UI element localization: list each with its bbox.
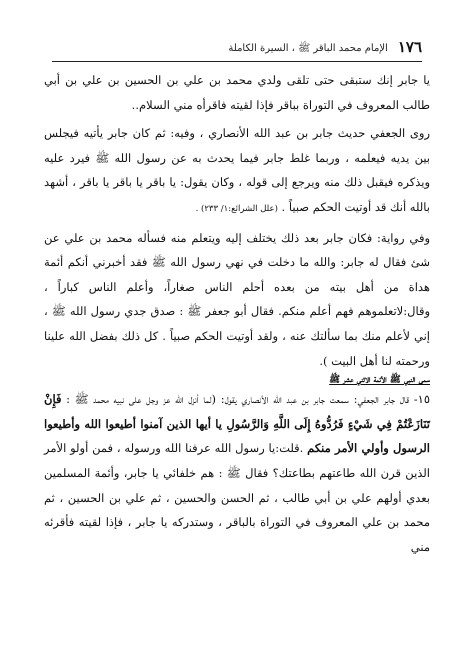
paragraph-text: .قلت:يا رسول الله عرفنا الله ورسوله ، فمن أولو الأمر الذين قرن الله طاعتهم بطاعتك؟ فقال ﷺ : هم خلفائي يا جابر، وأئمة المسلمين بعدي أولهم علي بن أبي طالب ، ثم الحسن والحسين ، ثم علي بن الحسين ، ثم محمد بن علي المعروف في التوراة بالباقر ، وستدركه يا جابر ، فإذا لقيته فأقرئه مني bbox=[44, 441, 430, 554]
paragraph: وفي رواية: فكان جابر بعد ذلك يختلف إليه ويتعلم منه فسأله محمد بن علي عن شئ فقال له جابر: والله ما دخلت في نهي رسول الله ﷺ فقد أخبرني أنكم أئمة هداة من أهل بيته من بعده أحلم الناس صغاراً، وأعلم الناس كباراً ، وقال:لاتعلموهم فهم أعلم منكم. فقال أبو جعفر ﷺ : صدق جدي رسول الله ﷺ ، إني لأعلم منك بما سألتك عنه ، ولقد أوتيت الحكم صبياً . كل ذلك بفضل الله علينا ورحمته لنا أهل البيت ). bbox=[44, 230, 430, 368]
paragraph-text: روى الجعفي حديث جابر بن عبد الله الأنصاري ، وفيه: ثم كان جابر يأتيه فيجلس بين يديه فيعلمه ، وربما غلط جابر فيما يحدث به عن رسول الله ﷺ فيرد عليه ويذكره فيقبل ذلك منه ويرجع إلى قوله ، وكان يقول: يا باقر يا باقر يا باقر ، أشهد بالله أنك قد أوتيت الحكم صبياً . bbox=[44, 126, 430, 214]
page-number: ١٧٦ bbox=[397, 38, 422, 56]
page-body bbox=[44, 68, 430, 559]
quran-quote: فَإِنْ تَنَازَعْتُمْ فِي شَيْءٍ فَرُدُّوهُ إِلَى اللَّهِ وَالرَّسُولِ يا أيها الذين آمنوا أطيعوا الله وأطيعوا الرسول وأولي الأمر منكم bbox=[44, 392, 430, 456]
paragraph-text: ١٥- قال جابر الجعفي: سمعت جابر بن عبد الله الأنصاري يقول: (لما أنزل الله عز وجل على نبيه محمد ﷺ : bbox=[66, 392, 431, 407]
page-header bbox=[52, 36, 422, 56]
header-divider bbox=[52, 61, 422, 62]
citation: (علل الشرائع:١/ ٢٣٣) . bbox=[195, 203, 278, 214]
running-title: الإمام محمد الباقر ﷺ ، السيرة الكاملة bbox=[228, 43, 388, 54]
section-heading: سمى النبي ﷺ الأئمة الاثني عشر ﷺ bbox=[329, 375, 430, 386]
paragraph bbox=[44, 121, 430, 221]
paragraph bbox=[44, 387, 430, 559]
paragraph: يا جابر إنك ستبقى حتى تلقى ولدي محمد بن علي بن الحسين بن علي بن أبي طالب المعروف في التوراة بباقر فإذا لقيته فاقرأه مني السلام.. bbox=[44, 73, 430, 112]
